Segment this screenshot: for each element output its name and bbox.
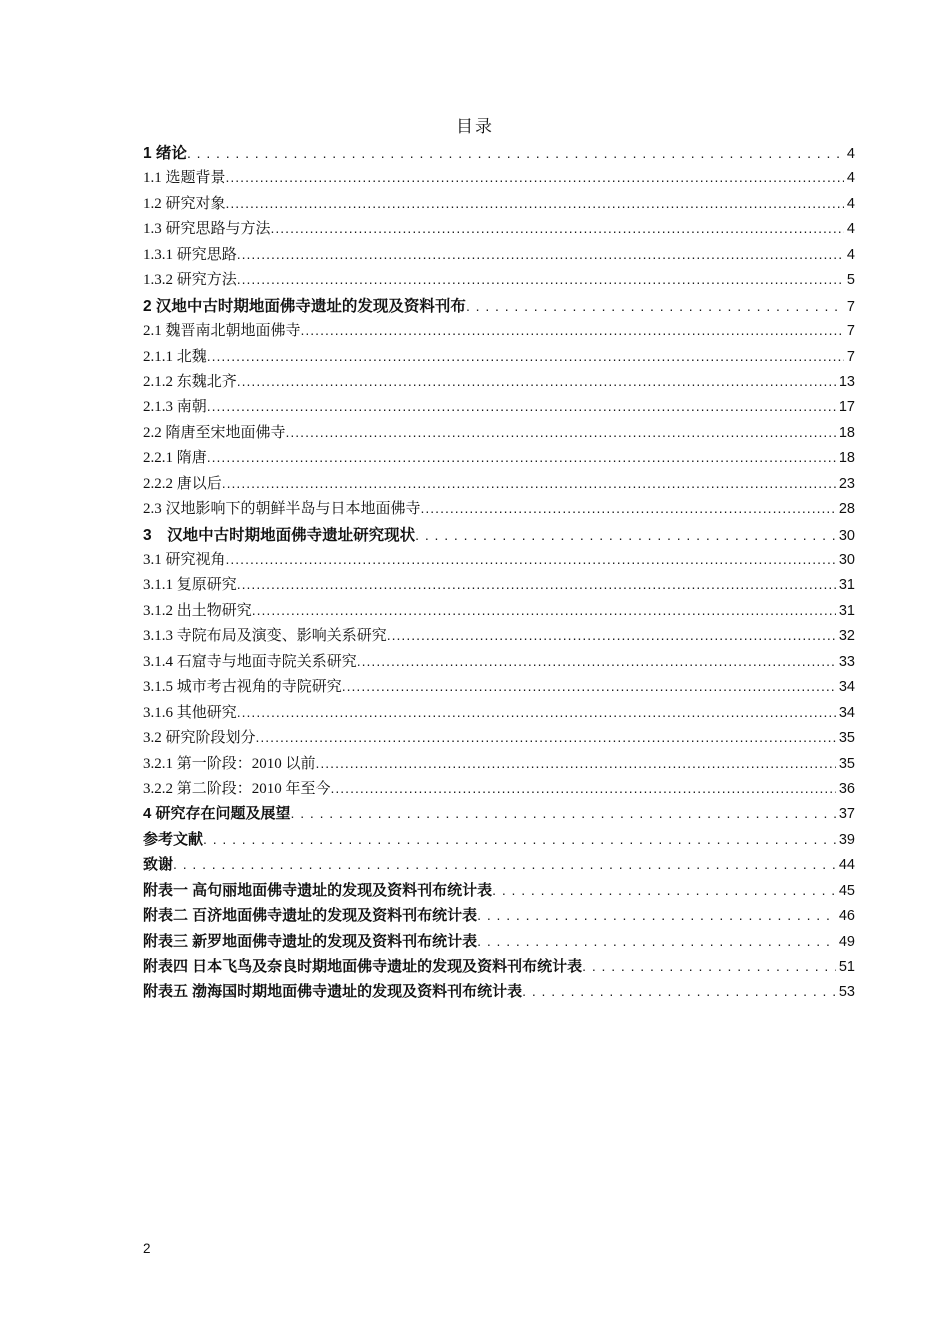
dot-leader bbox=[286, 424, 836, 442]
dot-leader bbox=[207, 398, 836, 416]
toc-entry-page: 34 bbox=[838, 679, 855, 696]
dot-leader bbox=[256, 729, 836, 747]
dot-leader bbox=[226, 195, 844, 213]
toc-entry-title: 2.1.1 北魏 bbox=[143, 348, 207, 365]
dot-leader bbox=[203, 831, 836, 849]
toc-entry-title: 1.3.1 研究思路 bbox=[143, 246, 237, 263]
dot-leader bbox=[291, 805, 836, 823]
toc-entry-title: 参考文献 bbox=[143, 830, 204, 848]
toc-entry-page: 7 bbox=[846, 323, 855, 340]
toc-entry-title: 3.1.3 寺院布局及演变、影响关系研究 bbox=[143, 628, 387, 645]
toc-entry-page: 45 bbox=[838, 882, 855, 899]
toc-entry-title: 2 汉地中古时期地面佛寺遗址的发现及资料刊布 bbox=[143, 297, 466, 315]
toc-entry[interactable] bbox=[143, 548, 855, 573]
dot-leader bbox=[357, 653, 836, 671]
toc-entry[interactable] bbox=[143, 345, 855, 370]
dot-leader bbox=[477, 933, 836, 951]
toc-entry-page: 37 bbox=[838, 806, 855, 823]
toc-entry[interactable] bbox=[143, 624, 855, 649]
dot-leader bbox=[301, 322, 844, 340]
dot-leader bbox=[342, 678, 836, 696]
toc-entry[interactable] bbox=[143, 930, 855, 955]
toc-entry[interactable] bbox=[143, 980, 855, 1005]
dot-leader bbox=[316, 755, 836, 773]
toc-entry[interactable] bbox=[143, 599, 855, 624]
toc-entry[interactable] bbox=[143, 853, 855, 878]
toc-entry-title: 2.2.2 唐以后 bbox=[143, 475, 222, 492]
toc-entry[interactable] bbox=[143, 752, 855, 777]
toc-entry-title: 2.3 汉地影响下的朝鲜半岛与日本地面佛寺 bbox=[143, 501, 421, 518]
toc-entry-page: 31 bbox=[838, 602, 855, 619]
dot-leader bbox=[415, 527, 836, 545]
toc-entry-title: 2.1.3 南朝 bbox=[143, 399, 207, 416]
toc-entry-page: 28 bbox=[838, 501, 855, 518]
dot-leader bbox=[187, 145, 844, 163]
toc-entry[interactable] bbox=[143, 904, 855, 929]
toc-entry-page: 46 bbox=[838, 908, 855, 925]
dot-leader bbox=[237, 246, 844, 264]
toc-entry[interactable] bbox=[143, 497, 855, 522]
toc-entry-title: 致谢 bbox=[143, 856, 174, 874]
toc-entry-page: 4 bbox=[846, 195, 855, 212]
toc-entry[interactable] bbox=[143, 955, 855, 980]
toc-entry-page: 35 bbox=[838, 730, 855, 747]
dot-leader bbox=[207, 348, 844, 366]
toc-entry-page: 30 bbox=[838, 527, 855, 544]
toc-entry-title: 1.3 研究思路与方法 bbox=[143, 221, 271, 238]
toc-entry-page: 13 bbox=[838, 373, 855, 390]
toc-entry-page: 4 bbox=[846, 246, 855, 263]
dot-leader bbox=[421, 500, 836, 518]
toc-entry[interactable] bbox=[143, 777, 855, 802]
dot-leader bbox=[226, 169, 844, 187]
toc-entry-page: 36 bbox=[838, 780, 855, 797]
toc-entry-title: 3.2 研究阶段划分 bbox=[143, 730, 256, 747]
toc-entry[interactable] bbox=[143, 268, 855, 293]
toc-entry[interactable] bbox=[143, 879, 855, 904]
toc-entry[interactable] bbox=[143, 421, 855, 446]
toc-entry-title: 2.1 魏晋南北朝地面佛寺 bbox=[143, 323, 301, 340]
toc-entry-title: 附表二 百济地面佛寺遗址的发现及资料刊布统计表 bbox=[143, 907, 478, 925]
dot-leader bbox=[492, 882, 836, 900]
toc-entry-title: 1.2 研究对象 bbox=[143, 195, 226, 212]
toc-entry[interactable] bbox=[143, 192, 855, 217]
toc-entry-page: 39 bbox=[838, 831, 855, 848]
toc-entry-title: 附表一 高句丽地面佛寺遗址的发现及资料刊布统计表 bbox=[143, 881, 493, 899]
toc-entry[interactable] bbox=[143, 726, 855, 751]
toc-entry-title: 2.1.2 东魏北齐 bbox=[143, 373, 237, 390]
toc-entry-page: 35 bbox=[838, 755, 855, 772]
toc-entry-title: 1.3.2 研究方法 bbox=[143, 272, 237, 289]
footer-page-number: 2 bbox=[143, 1241, 151, 1256]
toc-entry[interactable] bbox=[143, 472, 855, 497]
dot-leader bbox=[271, 220, 844, 238]
toc-entry-title: 3.2.1 第一阶段：2010 以前 bbox=[143, 755, 316, 772]
toc-entry[interactable] bbox=[143, 243, 855, 268]
toc-entry[interactable] bbox=[143, 370, 855, 395]
toc-entry[interactable] bbox=[143, 217, 855, 242]
toc-entry-title: 2.2 隋唐至宋地面佛寺 bbox=[143, 424, 286, 441]
toc-entry[interactable] bbox=[143, 802, 855, 827]
toc-entry-title: 4 研究存在问题及展望 bbox=[143, 805, 291, 823]
toc-entry-page: 33 bbox=[838, 653, 855, 670]
dot-leader bbox=[387, 627, 836, 645]
toc-entry-title: 1.1 选题背景 bbox=[143, 170, 226, 187]
toc-entry-page: 23 bbox=[838, 475, 855, 492]
toc-entry-page: 4 bbox=[846, 221, 855, 238]
toc-entry-page: 7 bbox=[846, 298, 855, 315]
toc-entry-title: 2.2.1 隋唐 bbox=[143, 450, 207, 467]
toc-entry[interactable] bbox=[143, 395, 855, 420]
toc-entry-page: 4 bbox=[846, 146, 855, 162]
toc-entry-page: 17 bbox=[838, 399, 855, 416]
toc-entry-page: 4 bbox=[846, 170, 855, 187]
toc-entry-title: 附表五 渤海国时期地面佛寺遗址的发现及资料刊布统计表 bbox=[143, 983, 523, 1001]
toc-entry-title: 附表四 日本飞鸟及奈良时期地面佛寺遗址的发现及资料刊布统计表 bbox=[143, 958, 583, 975]
toc-entry[interactable] bbox=[143, 523, 855, 548]
dot-leader bbox=[466, 298, 844, 316]
toc-entry-title: 3.1.5 城市考古视角的寺院研究 bbox=[143, 679, 342, 696]
toc-entry-title: 3.1.6 其他研究 bbox=[143, 704, 237, 721]
toc-entry[interactable] bbox=[143, 573, 855, 598]
dot-leader bbox=[237, 704, 836, 722]
toc-entry[interactable] bbox=[143, 701, 855, 726]
toc-entry-page: 49 bbox=[838, 933, 855, 950]
toc-entry-title: 3.1 研究视角 bbox=[143, 552, 226, 568]
toc-entry-page: 53 bbox=[838, 984, 855, 1001]
toc-entry-page: 7 bbox=[846, 348, 855, 365]
toc-entry-title: 3.1.1 复原研究 bbox=[143, 577, 237, 594]
toc-entry[interactable] bbox=[143, 675, 855, 700]
toc-entry-title: 1 绪论 bbox=[143, 145, 187, 162]
dot-leader bbox=[237, 271, 844, 289]
toc-entry-title: 3.1.4 石窟寺与地面寺院关系研究 bbox=[143, 653, 357, 670]
page-title: 目录 bbox=[456, 117, 494, 136]
dot-leader bbox=[252, 602, 836, 620]
dot-leader bbox=[237, 576, 836, 594]
toc-entry-page: 30 bbox=[838, 552, 855, 568]
toc-entry[interactable] bbox=[143, 294, 855, 319]
dot-leader bbox=[222, 475, 836, 493]
toc-entry-page: 5 bbox=[846, 272, 855, 289]
table-of-contents bbox=[143, 141, 855, 1006]
toc-entry[interactable] bbox=[143, 650, 855, 675]
toc-entry-page: 44 bbox=[838, 857, 855, 874]
toc-entry-page: 18 bbox=[838, 424, 855, 441]
toc-entry-page: 31 bbox=[838, 577, 855, 594]
dot-leader bbox=[226, 551, 836, 569]
dot-leader bbox=[582, 958, 836, 976]
toc-entry-page: 32 bbox=[838, 628, 855, 645]
toc-entry-title: 3 汉地中古时期地面佛寺遗址研究现状 bbox=[143, 526, 416, 544]
toc-entry[interactable] bbox=[143, 319, 855, 344]
dot-leader bbox=[207, 449, 836, 467]
toc-entry-title: 附表三 新罗地面佛寺遗址的发现及资料刊布统计表 bbox=[143, 932, 478, 950]
dot-leader bbox=[237, 373, 836, 391]
toc-entry-title: 3.1.2 出土物研究 bbox=[143, 602, 252, 619]
toc-entry[interactable] bbox=[143, 828, 855, 853]
toc-entry-page: 51 bbox=[838, 959, 855, 975]
toc-entry-title: 3.2.2 第二阶段：2010 年至今 bbox=[143, 780, 331, 797]
dot-leader bbox=[173, 856, 836, 874]
toc-entry[interactable] bbox=[143, 446, 855, 471]
toc-entry-page: 18 bbox=[838, 450, 855, 467]
dot-leader bbox=[331, 780, 836, 798]
dot-leader bbox=[522, 983, 836, 1001]
dot-leader bbox=[477, 907, 836, 925]
toc-entry[interactable] bbox=[143, 141, 855, 166]
toc-entry-page: 34 bbox=[838, 704, 855, 721]
toc-entry[interactable] bbox=[143, 166, 855, 191]
